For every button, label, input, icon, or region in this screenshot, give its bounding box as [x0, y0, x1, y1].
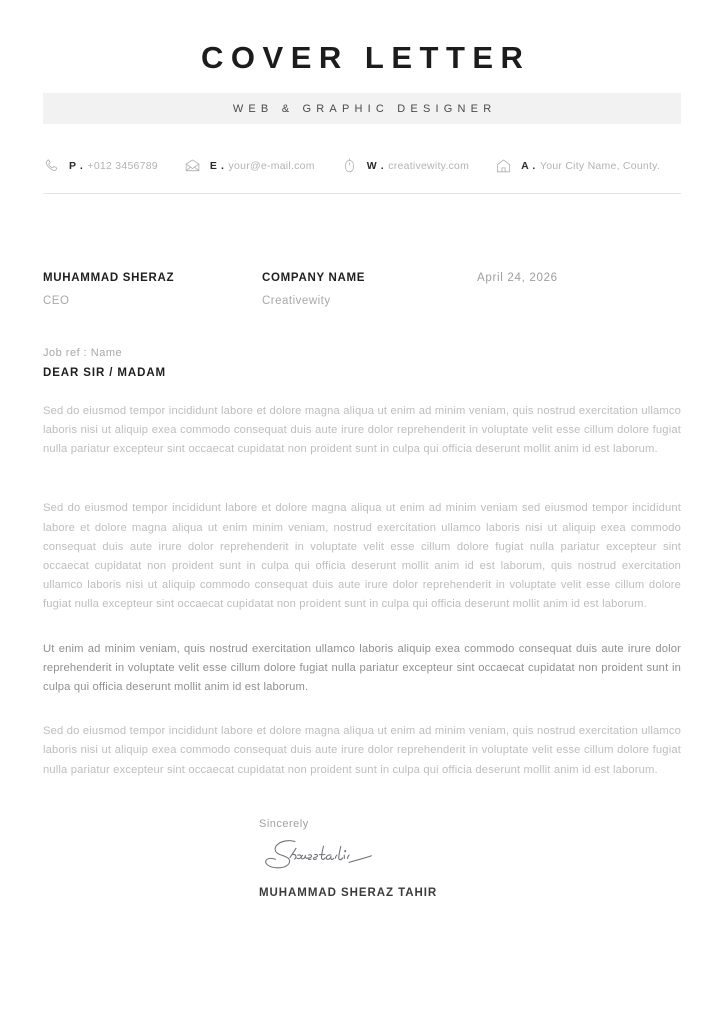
company-block — [262, 271, 477, 309]
subtitle-band — [43, 93, 681, 124]
signature-image — [261, 836, 381, 880]
greeting: DEAR SIR / MADAM — [43, 366, 167, 379]
house-icon — [495, 157, 512, 175]
contact-key-website: W . — [366, 160, 385, 173]
signature-name: MUHAMMAD SHERAZ TAHIR — [259, 886, 438, 899]
signature-block — [259, 780, 724, 899]
body-paragraph: Sed do eiusmod tempor incididunt labore et dolore magna aliqua ut enim ad minim veniam, quis nostrud exercitation ullamco laboris nisi ut aliquip exea commodo consequat duis aute irure dolor reprehenderit in voluptate velit esse cillum dolore fugiat nulla pariatur excepteur sint occaecat cupidatat non proident sunt in culpa qui officia deserunt mollit anim id est laborum. — [43, 404, 681, 456]
header — [0, 0, 724, 75]
mouse-icon — [341, 157, 358, 175]
recipient-block — [43, 271, 262, 309]
company-name: Creativewity — [262, 295, 331, 308]
recipient-name: MUHAMMAD SHERAZ — [43, 272, 175, 285]
contact-value-phone: +012 3456789 — [87, 160, 158, 173]
letter-date: April 24, 2026 — [477, 272, 558, 285]
recipient-title: CEO — [43, 295, 70, 308]
contact-item-website — [341, 157, 469, 175]
body-paragraph: Sed do eiusmod tempor incididunt labore et dolore magna aliqua ut enim ad minim veniam, quis nostrud exercitation ullamco laboris nisi ut aliquip exea commodo consequat duis aute irure dolor reprehenderit in voluptate velit esse cillum dolore fugiat nulla pariatur excepteur sint occaecat cupidatat non proident sunt in culpa qui officia deserunt mollit anim id est laborum. — [43, 725, 681, 776]
contact-item-phone — [43, 157, 158, 175]
phone-icon — [43, 157, 60, 175]
contact-value-website: creativewity.com — [388, 160, 470, 173]
job-ref: Job ref : Name — [43, 346, 123, 359]
contact-value-address: Your City Name, County. — [539, 160, 661, 173]
company-label: COMPANY NAME — [262, 272, 366, 285]
letter-meta-row — [43, 194, 681, 309]
envelope-icon — [184, 157, 201, 175]
body-paragraph: Sed do eiusmod tempor incididunt labore et dolore magna aliqua ut enim ad minim veniam sed eiusmod tempor incididunt labore et dolore magna aliqua ut enim minim veniam, nostrud exercitation ullamco laboris nisi ut aliquip exea commodo consequat duis aute irure dolor reprehenderit in voluptate velit esse cillum dolore fugiat nulla pariatur excepteur sint occaecat cupidatat non proident sunt in culpa qui officia deserunt mollit anim id est laborum, quis nostrud exercitation ullamco laboris nisi ut aliquip commodo consequat duis aute irure dolor reprehenderit in voluptate velit esse cillum dolore fugiat nulla excepteur sint occaecat cupidatat non proident sunt in culpa qui officia deserunt mollit anim id est laborum. — [43, 502, 681, 611]
contact-bar — [43, 124, 681, 175]
contact-value-email: your@e-mail.com — [228, 160, 315, 173]
contact-item-address — [495, 157, 660, 175]
letter-body — [43, 379, 681, 780]
contact-key-phone: P . — [69, 160, 84, 173]
contact-key-email: E . — [209, 160, 225, 173]
subtitle-text: WEB & GRAPHIC DESIGNER — [232, 102, 497, 115]
date-block — [477, 271, 681, 285]
closing-text: Sincerely — [259, 817, 309, 830]
contact-key-address: A . — [521, 160, 536, 173]
salutation-block — [43, 309, 681, 379]
body-paragraph: Ut enim ad minim veniam, quis nostrud exercitation ullamco laboris aliquip exea commodo consequat duis aute irure dolor reprehenderit in voluptate velit esse cillum dolore fugiat nulla pariatur excepteur sint occaecat cupidatat non proident sunt in culpa qui officia deserunt mollit anim id est laborum. — [43, 642, 681, 694]
page-title: COVER LETTER — [201, 40, 531, 75]
contact-item-email — [184, 157, 315, 175]
